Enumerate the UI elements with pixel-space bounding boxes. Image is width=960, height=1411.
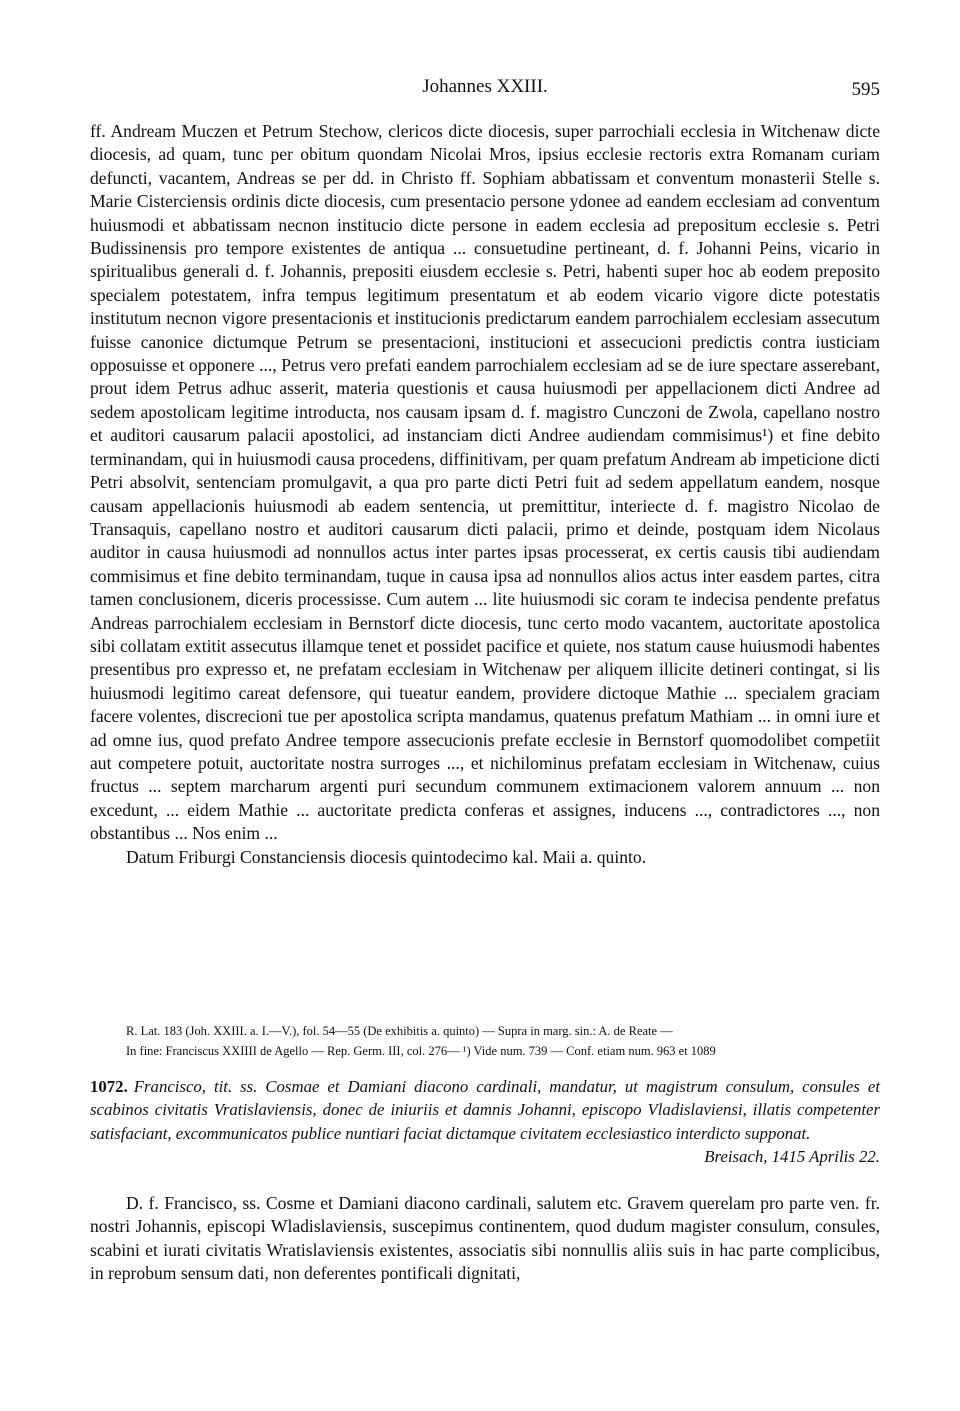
entry-summary-block [90, 1075, 880, 1145]
main-text-block [90, 120, 880, 869]
source-note-line-2: In fine: Franciscus XXIIII de Agello — Rep. Germ. III, col. 276— ¹) Vide num. 739 — Conf. etiam num. 963 et 1089 [126, 1044, 716, 1058]
page-number: 595 [851, 79, 880, 100]
paragraph-continuation: ff. Andream Muczen et Petrum Stechow, clericos dicte diocesis, super parrochiali ecclesia in Witchenaw dicte diocesis, ad quam, tunc per obitum quondam Nicolai Mros, ipsius ecclesie rectoris extra Romanam curiam defuncti, vacantem, Andreas se per dd. in Christo ff. Sophiam abbatissam et conventum monasterii Stelle s. Marie Cisterciensis ordinis dicte diocesis, cum presentacio persone ydonee ad eandem ecclesiam ad conventum huiusmodi et abbatissam necnon institucio dicte persone in eadem ecclesia ad prepositum ecclesie s. Petri Budissinensis pro tempore existentes de antiqua ... consuetudine pertineant, d. f. Johanni Peins, vicario in spiritualibus generali d. f. Johannis, prepositi eiusdem ecclesie s. Petri, habenti super hoc ab eodem preposito specialem potestatem, infra tempus legitimum presentatum et ab eodem vicario vigore dicte potestatis institutum necnon vigore presentacionis et institucionis predictarum eandem parrochialem ecclesiam assecutum fuisse canonice dictumque Petrum se presentacioni, institucioni et assecucioni predictis contra iusticiam opposuisse et opponere ..., Petrus vero prefati eandem parrochialem ecclesiam ad se de iure spectare asserebant, prout idem Petrus adhuc asserit, materia questionis et causa huiusmodi per appellacionem dicti Andree ad sedem apostolicam legitime introducta, nos causam ipsam d. f. magistro Cunczoni de Zwola, capellano nostro et auditori causarum palacii apostolici, ad instanciam dicti Andree audiendam commisimus¹) et fine debito terminandam, qui in huiusmodi causa procedens, diffinitivam, per quam prefatum Andream ab impeticione dicti Petri absolvit, sentenciam promulgavit, a qua pro parte dicti Petri fuit ad sedem appellatum eandem, nosque causam appellacionis huiusmodi ab eadem sentencia, ut premittitur, interiecte d. f. magistro Nicolao de Transaquis, capellano nostro et auditori causarum dicti palacii, primo et deinde, postquam idem Nicolaus auditor in causa huiusmodi ad nonnullos actus inter partes ipsas processerat, ex certis causis tibi audiendam commisimus et fine debito terminandam, tuque in causa ipsa ad nonnullos alios actus inter easdem partes, citra tamen conclusionem, diceris processisse. Cum autem ... lite huiusmodi sic coram te indecisa pendente prefatus Andreas parrochialem ecclesiam in Bernstorf dicte diocesis, tunc certo modo vacantem, auctoritate apostolica sibi collatam extitit assecutus illamque tenet et possidet pacifice et quiete, nos statum cause huiusmodi habentes presentibus pro expresso et, ne prefatam ecclesiam in Witchenaw per aliquem illicite detineri contingat, si lis huiusmodi legitimo careat defensore, qui tueatur eandem, providere dictoque Mathie ... specialem graciam facere volentes, discrecioni tue per apostolica scripta mandamus, quatenus prefatum Mathiam ... in omni iure et ad omne ius, quod prefato Andree tempore assecucionis prefate ecclesie in Bernstorf quomodolibet competiit aut competere potuit, auctoritate nostra surroges ..., et nichilominus prefatam ecclesiam in Witchenaw, cuius fructus ... septem marcharum argenti puri secundum communem extimacionem valorem annuum ... non excedunt, ... eidem Mathie ... auctoritate predicta conferas et assignes, inducens ..., contradictores ..., non obstantibus ... Nos enim ... [90, 121, 880, 844]
running-header [90, 76, 880, 102]
datum-line: Datum Friburgi Constanciensis diocesis quintodecimo kal. Maii a. quinto. [126, 846, 647, 867]
entry-summary: Francisco, tit. ss. Cosmae et Damiani diacono cardinali, mandatur, ut magistrum consulum, consules et scabinos civitatis Vratislaviensis, donec de iniuriis et damnis Johanni, episcopo Vladislaviensi, illatis competenter satisfaciant, excommunicatos publice nuntiari faciat dictamque civitatem ecclesiastico interdicto supponat. [90, 1077, 880, 1143]
source-note [90, 1021, 880, 1061]
running-title: Johannes XXIII. [422, 76, 548, 97]
entry-number: 1072. [90, 1077, 128, 1096]
entry-body-text: D. f. Francisco, ss. Cosme et Damiani diacono cardinali, salutem etc. Gravem querelam pro parte ven. fr. nostri Johannis, episcopi Wladislaviensis, suscepimus continentem, quod dudum magister consulum, consules, scabini et iurati civitatis Wratislaviensis existentes, associatis sibi nonnullis aliis suis in hac parte complicibus, in reprobum sensum dati, non deferentes pontificali dignitati, [90, 1193, 880, 1284]
entry-place-date: Breisach, 1415 Aprilis 22. [704, 1147, 880, 1167]
source-note-line-1: R. Lat. 183 (Joh. XXIII. a. I.—V.), fol. 54—55 (De exhibitis a. quinto) — Supra in marg. sin.: A. de Reate — [126, 1024, 673, 1038]
entry-heading [90, 1075, 880, 1169]
